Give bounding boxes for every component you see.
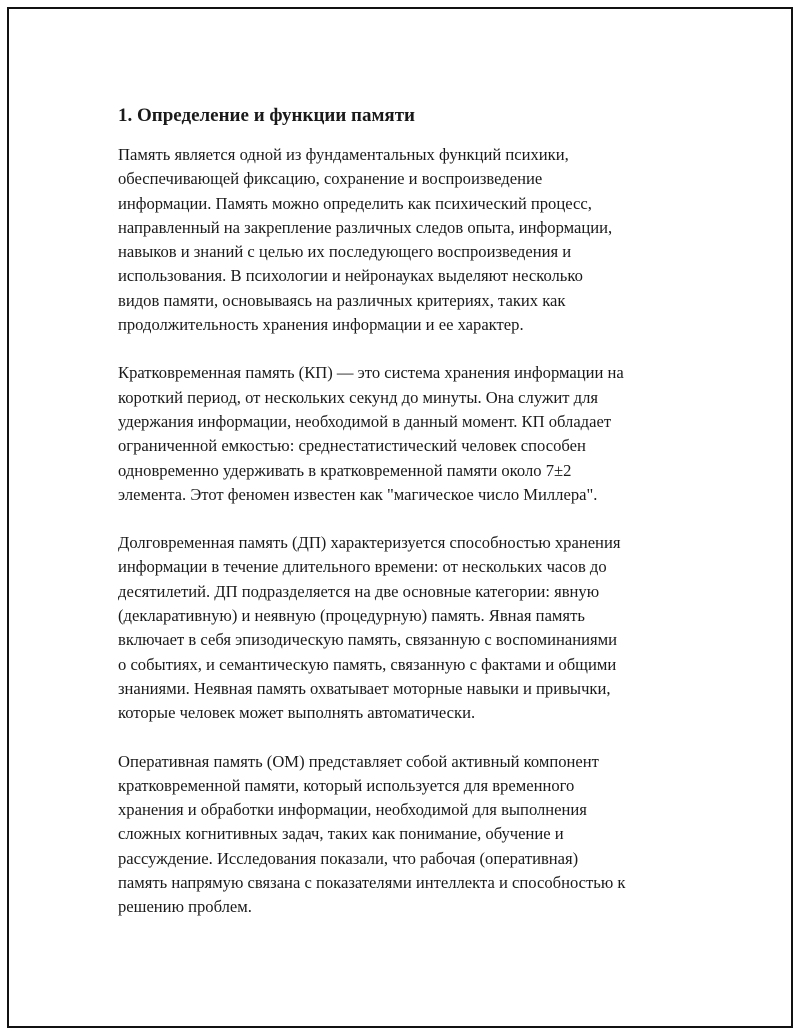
paragraph-working-memory: Оперативная память (ОМ) представляет собой активный компонент кратковременной памяти, который используется для временного хранения и обработки информации, необходимой для выполнения сложных когнитивных задач, таких как понимание, обучение и рассуждение. Исследования показали, что рабочая (оперативная) память напрямую связана с показателями интеллекта и способностью к решению проблем. [118,751,626,917]
paragraph-long-term-memory: Долговременная память (ДП) характеризуется способностью хранения информации в течение длительного времени: от нескольких часов до десятилетий. ДП подразделяется на две основные категории: явную (декларативную) и неявную (процедурную) память. Явная память включает в себя эпизодическую память, связанную с воспоминаниями о событиях, и семантическую память, связанную с фактами и общими знаниями. Неявная память охватывает моторные навыки и привычки, которые человек может выполнять автоматически. [118,533,621,723]
paragraph-short-term-memory: Кратковременная память (КП) — это система хранения информации на короткий период, от нескольких секунд до минуты. Она служит для удержания информации, необходимой в данный момент. КП обладает ограниченной емкостью: среднестатистический человек способен одновременно удерживать в кратковременной памяти около 7±2 элемента. Этот феномен известен как "магическое число Миллера". [118,363,624,504]
section-heading: 1. Определение и функции памяти [118,105,415,126]
page-frame [7,7,793,1028]
document-body [118,102,698,944]
paragraph-memory-definition: Память является одной из фундаментальных функций психики, обеспечивающей фиксацию, сохранение и воспроизведение информации. Память можно определить как психический процесс, направленный на закрепление различных следов опыта, информации, навыков и знаний с целью их последующего воспроизведения и использования. В психологии и нейронауках выделяют несколько видов памяти, основываясь на различных критериях, таких как продолжительность хранения информации и ее характер. [118,145,613,335]
